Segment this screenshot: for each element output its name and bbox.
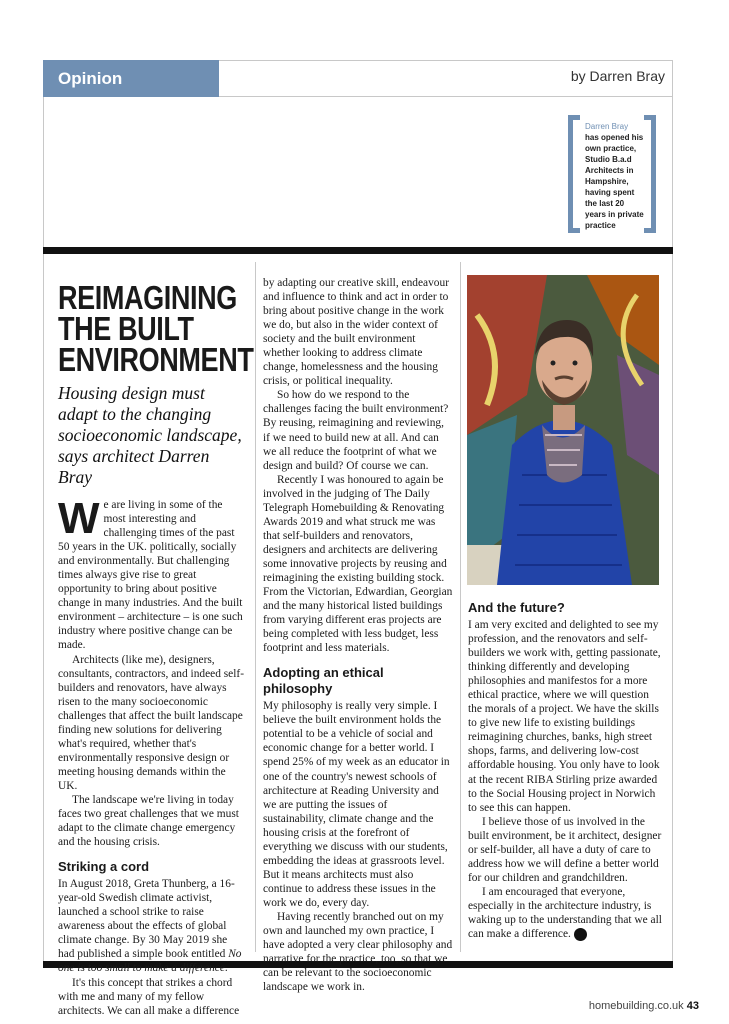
page-number: 43 — [686, 1000, 699, 1012]
article-column-1 — [58, 279, 254, 1018]
paragraph: e are living in some of the most interesting and challenging times of the past 50 years in the UK. politically, socially and environmentally. But challenging times always give rise to great opportunity to bring about positive change in many industries. And the built environment – architecture – is one such industry where positive change can be made. — [58, 499, 243, 652]
author-bio-box — [568, 115, 656, 233]
drop-cap: W — [58, 494, 100, 543]
top-rule — [43, 247, 673, 254]
subheading-ethical: Adopting an ethical philosophy — [263, 665, 384, 697]
paragraph: My philosophy is really very simple. I believe the built environment holds the potential to be a vehicle of social and economic change for a better world. I spend 25% of my week as an educator in one of the country's newest schools of architecture at Reading University and we are putting the issues of sustainability, climate change and the housing crisis at the forefront of everything we discuss with our students, embedding the ideas at grassroots level. But it means architects must also continue to address these issues in the work we do, every day. — [263, 700, 450, 909]
paragraph: Recently I was honoured to again be involved in the judging of The Daily Telegraph Homebuilding & Renovating Awards 2019 and what struck me was that self-builders and renovators, designers and architects are delivering some innovative projects by reusing and reimagining the existing building stock. From the Victorian, Edwardian, Georgian and the many historical listed buildings from varying different eras projects are being completed with less budget, less footprint and less materials. — [263, 473, 453, 655]
paragraph: Architects (like me), designers, consultants, contractors, and indeed self-builders and renovators, have always risen to the many socioeconomic challenges that affect the built landscape finding new solutions for delivering what's required, whether that's environmentally responsive design or meeting housing demands within the UK. — [58, 653, 244, 792]
byline: by Darren Bray — [570, 68, 665, 84]
paragraph: Having recently branched out on my own and launched my own practice, I have adopted a very clear philosophy and narrative for the practice, too, so that we can be relevant to the socioeconomic landscape we work in. — [263, 910, 453, 994]
page-footer — [589, 1000, 699, 1012]
article-column-2 — [263, 276, 453, 994]
book-title: No one is too small to make a difference — [58, 948, 242, 975]
paragraph: So how do we respond to the challenges facing the built environment? By reusing, reimagining and reviewing, if we need to build new at all. And can we all reduce the footprint of what we design and build? Of course we can. — [263, 389, 449, 472]
bio-text: has opened his own practice, Studio B.a.d Architects in Hampshire, having spent the last 20 years in private practice — [585, 133, 644, 230]
section-label: Opinion — [43, 60, 219, 97]
paragraph: by adapting our creative skill, endeavour and influence to think and act in order to bring about positive change in the work we do, but also in the wider context of society and the built environment whether looking to address climate change, homelessness and the housing crisis, or political inequality. — [263, 277, 449, 388]
headline: REIMAGINING THE BUILT ENVIRONMENT — [58, 279, 254, 378]
paragraph: I believe those of us involved in the built environment, be it architect, designer or self-builder, all have a duty of care to address how we will define a better world for our children and grandchildren. — [468, 815, 662, 884]
paragraph: I am encouraged that everyone, especially in the architecture industry, is waking up to the understanding that we all can make a difference. H — [468, 885, 662, 941]
header-rule — [219, 96, 673, 97]
article-column-3 — [468, 600, 662, 941]
subheading-future: And the future? — [468, 600, 565, 615]
subheading-striking: Striking a cord — [58, 859, 150, 875]
paragraph: In August 2018, Greta Thunberg, a 16-year-old Swedish climate activist, launched a school strike to raise awareness about the effects of global climate change. By 30 May 2019 she had published a simple book entitled No one is too small to make a difference. — [58, 878, 242, 975]
paragraph: The landscape we're living in today faces two great challenges that we must adapt to the climate change emergency and the housing crisis. — [58, 793, 239, 849]
end-mark-icon: H — [574, 928, 587, 941]
paragraph: It's this concept that strikes a chord with me and many of my fellow architects. We can all make a difference — [58, 976, 240, 1017]
paragraph: I am very excited and delighted to see my profession, and the renovators and self-builders we work with, getting passionate, thinking differently and developing philosophies and manifestos for a more ethical practice, where we will question the morals of a project. We have the skills to give new life to existing buildings reimagining churches, banks, high street shops, farms, and delivering low-cost affordable housing. You only have to look at the recent RIBA Stirling prize awarded to the Social Housing project in Norwich to see this can happen. — [468, 619, 661, 814]
site-url: homebuilding.co.uk — [588, 1000, 684, 1012]
column-divider — [255, 262, 256, 952]
author-photo — [467, 275, 659, 585]
standfirst: Housing design must adapt to the changing socioeconomic landscape, says architect Darren Bray — [58, 383, 242, 487]
bio-name: Darren Bray — [585, 122, 629, 131]
column-divider — [460, 262, 461, 952]
